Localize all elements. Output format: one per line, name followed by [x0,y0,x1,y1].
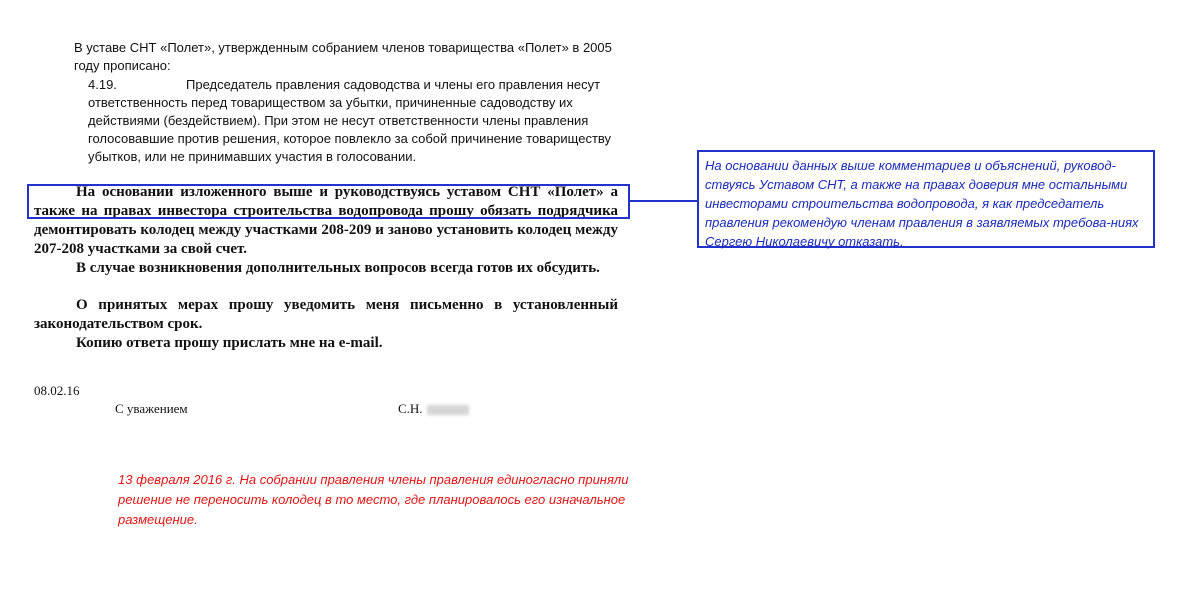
highlight-box [27,184,630,219]
clause-number: 4.19. [88,77,117,92]
letter-paragraph-request: На основании изложенного выше и руководствуясь уставом СНТ «Полет» а также на правах инвестора строительства водопровода прошу обязать подрядчика демонтировать колодец между участками 208-209 и заново установить колодец между 207-208 участками за свой счет. [34,184,618,257]
signature-initials: С.Н. [398,401,423,416]
letter-paragraph-notify: О принятых мерах прошу уведомить меня письменно в установленный законодательством срок. [34,297,618,332]
signature [398,401,469,417]
annotation-connector-line [630,200,697,202]
blue-annotation-comment: На основании данных выше комментариев и объяснений, руковод-ствуясь Уставом СНТ, а также на правах доверия мне остальными инвесторами строительства водопровода, я как председатель правления рекомендую членам правления в заявляемых требова-ниях Сергею Николаевичу отказать. [697,150,1155,248]
letter-paragraph-questions: В случае возникновения дополнительных вопросов всегда готов их обсудить. [76,260,600,276]
red-annotation-comment: 13 февраля 2016 г. На собрании правления члены правления единогласно приняли решение не переносить колодец в то место, где планировалось его изначальное размещение. [118,472,629,527]
regards-text: С уважением [115,401,188,416]
intro-text: В уставе СНТ «Полет», утвержденным собранием членов товарищества «Полет» в 2005 году прописано: [74,40,612,73]
charter-clause [88,76,623,166]
letter-paragraph-email: Копию ответа прошу прислать мне на e-mail. [76,335,383,351]
redacted-surname [427,405,469,415]
clause-text: Председатель правления садоводства и члены его правления несут ответственность перед товариществом за убытки, причиненные садоводству их действиями (бездействием). При этом не несут ответственности члены правления голосовавшие против решения, которое повлекло за собой причинение товариществу убытков, или не принимавших участия в голосовании. [88,77,612,164]
letter-date: 08.02.16 [34,383,80,398]
